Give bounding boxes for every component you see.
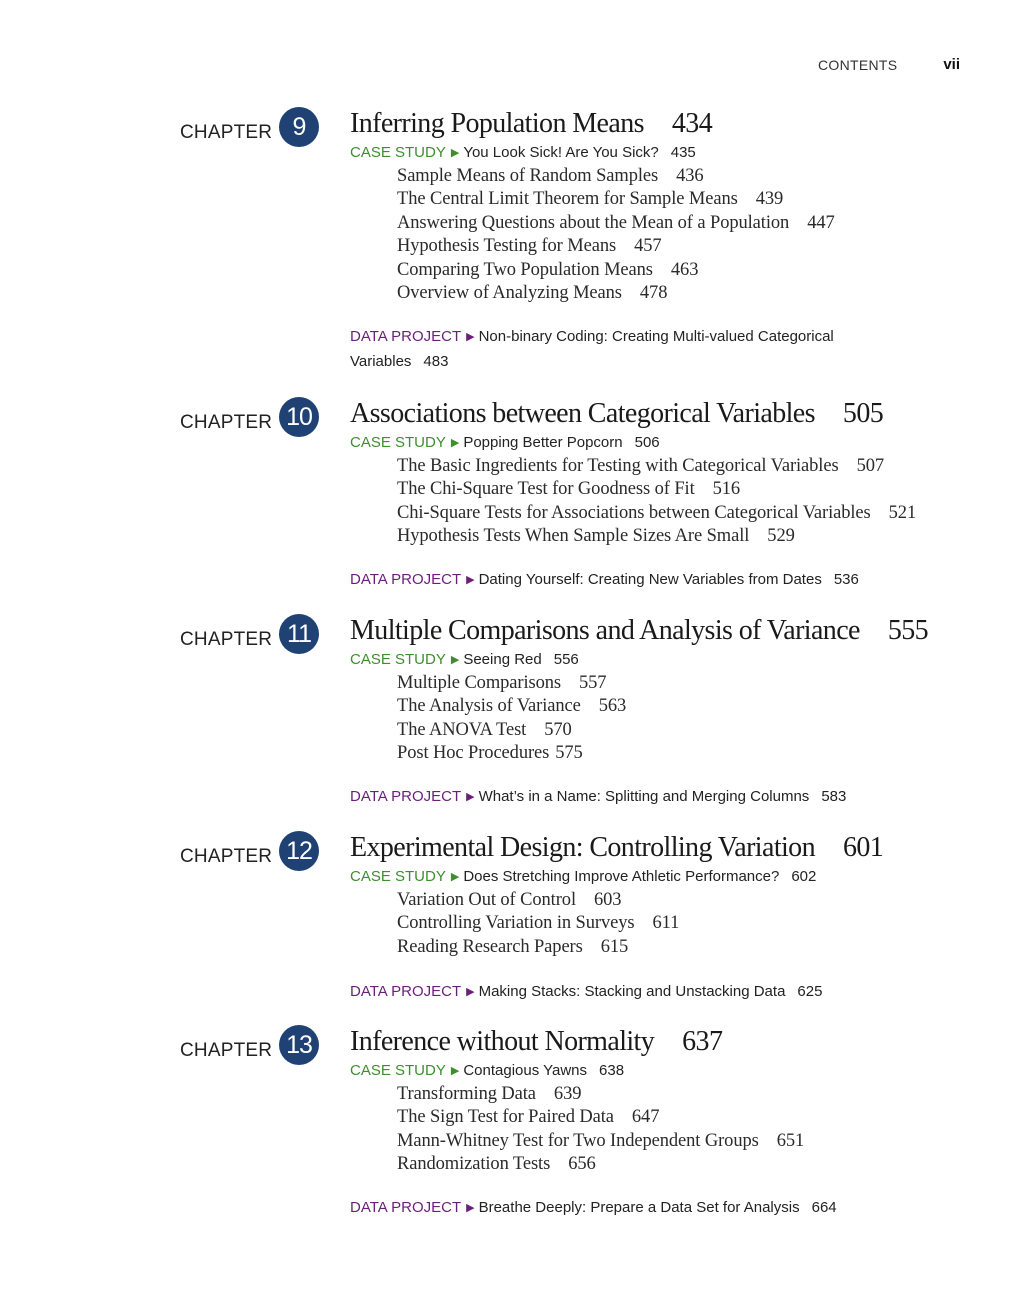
case-study-title: Does Stretching Improve Athletic Performance? xyxy=(463,868,780,885)
data-project-title: Dating Yourself: Creating New Variables from Dates xyxy=(478,571,822,588)
section-title: The Central Limit Theorem for Sample Means xyxy=(397,189,738,210)
section-title: Randomization Tests xyxy=(397,1154,551,1175)
right-triangle-arrow-icon: ▶ xyxy=(466,791,475,803)
section-title: Multiple Comparisons xyxy=(397,673,561,693)
data-project-label: DATA PROJECT xyxy=(350,788,462,805)
right-triangle-arrow-icon: ▶ xyxy=(466,1202,475,1214)
right-triangle-arrow-icon: ▶ xyxy=(450,1065,460,1077)
section-page: 570 xyxy=(544,719,572,740)
chapter-label: CHAPTER xyxy=(180,1040,273,1061)
chapter-title[interactable] xyxy=(350,832,883,864)
section-page: 457 xyxy=(634,236,662,257)
chapter-title-text: Multiple Comparisons and Analysis of Variance xyxy=(350,615,860,646)
right-triangle-arrow-icon: ▶ xyxy=(466,574,475,586)
section-title: Comparing Two Population Means xyxy=(397,259,653,280)
case-study-page: 435 xyxy=(670,144,696,161)
case-study[interactable] xyxy=(350,651,579,668)
section-title: Answering Questions about the Mean of a Population xyxy=(397,212,790,233)
chapter-number-badge: 9 xyxy=(279,107,319,147)
section-page: 557 xyxy=(579,673,607,693)
section-page: 529 xyxy=(767,526,795,547)
section-page: 507 xyxy=(856,456,885,476)
right-triangle-arrow-icon: ▶ xyxy=(450,437,460,449)
right-triangle-arrow-icon: ▶ xyxy=(450,871,460,883)
section-page: 563 xyxy=(598,696,627,717)
section-title: The Basic Ingredients for Testing with Categorical Variables xyxy=(397,456,839,476)
section-title: Mann-Whitney Test for Two Independent Groups xyxy=(397,1130,759,1151)
section-page: 463 xyxy=(670,259,699,280)
chapter-title[interactable] xyxy=(350,398,883,430)
chapter-title-text: Inferring Population Means xyxy=(350,108,644,139)
section-page: 651 xyxy=(776,1130,805,1151)
data-project[interactable] xyxy=(350,568,950,593)
section-page: 615 xyxy=(600,936,629,957)
case-study[interactable] xyxy=(350,144,696,161)
chapter-title-text: Associations between Categorical Variables xyxy=(350,398,815,429)
running-head-label: CONTENTS xyxy=(818,57,898,73)
data-project[interactable] xyxy=(350,785,950,810)
chapter-label: CHAPTER xyxy=(180,629,273,650)
right-triangle-arrow-icon: ▶ xyxy=(450,147,460,159)
running-head-page-number: vii xyxy=(943,56,960,73)
case-study-label: CASE STUDY xyxy=(350,434,446,451)
data-project-title: Breathe Deeply: Prepare a Data Set for Analysis xyxy=(478,1199,800,1216)
case-study-label: CASE STUDY xyxy=(350,651,446,668)
chapter-title-text: Inference without Normality xyxy=(350,1026,655,1057)
section-page: 656 xyxy=(568,1154,596,1175)
case-study-title: You Look Sick! Are You Sick? xyxy=(463,144,659,161)
case-study-label: CASE STUDY xyxy=(350,144,446,161)
section-title: Hypothesis Testing for Means xyxy=(397,236,617,257)
running-head xyxy=(818,56,960,76)
section-page: 575 xyxy=(555,743,583,764)
section-page: 447 xyxy=(807,212,835,233)
case-study-page: 638 xyxy=(599,1062,625,1079)
data-project-page: 625 xyxy=(797,983,823,1000)
section-title: The ANOVA Test xyxy=(397,719,527,740)
case-study-title: Popping Better Popcorn xyxy=(463,434,623,451)
data-project[interactable] xyxy=(350,980,950,1005)
chapter-page-number: 601 xyxy=(842,832,884,863)
data-project-title: Making Stacks: Stacking and Unstacking Data xyxy=(478,983,786,1000)
section-title: Hypothesis Tests When Sample Sizes Are Small xyxy=(397,526,750,547)
section-page: 611 xyxy=(652,913,680,934)
right-triangle-arrow-icon: ▶ xyxy=(450,654,460,666)
chapter-page-number: 555 xyxy=(887,615,929,646)
section-title: Transforming Data xyxy=(397,1084,536,1104)
case-study-page: 602 xyxy=(791,868,817,885)
section-page: 436 xyxy=(676,166,704,186)
right-triangle-arrow-icon: ▶ xyxy=(466,986,475,998)
section-page: 521 xyxy=(888,502,917,523)
data-project-label: DATA PROJECT xyxy=(350,983,462,1000)
data-project-page: 583 xyxy=(821,788,847,805)
chapter-number-badge: 12 xyxy=(279,831,319,871)
data-project-label: DATA PROJECT xyxy=(350,328,462,345)
case-study[interactable] xyxy=(350,868,816,885)
section-title: Reading Research Papers xyxy=(397,936,583,957)
case-study-title: Seeing Red xyxy=(463,651,542,668)
section-title: The Sign Test for Paired Data xyxy=(397,1107,614,1128)
data-project-page: 536 xyxy=(833,571,859,588)
case-study[interactable] xyxy=(350,434,660,451)
chapter-title[interactable] xyxy=(350,108,712,140)
chapter-label: CHAPTER xyxy=(180,846,273,867)
data-project-title: What’s in a Name: Splitting and Merging Columns xyxy=(478,788,810,805)
chapter-page-number: 434 xyxy=(671,108,713,139)
section-title: Chi-Square Tests for Associations between Categorical Variables xyxy=(397,502,871,523)
right-triangle-arrow-icon: ▶ xyxy=(466,331,475,343)
data-project-page: 664 xyxy=(811,1199,837,1216)
data-project-label: DATA PROJECT xyxy=(350,571,462,588)
section-title: Controlling Variation in Surveys xyxy=(397,913,635,934)
section-title: Post Hoc Procedures xyxy=(397,743,550,764)
chapter-title-text: Experimental Design: Controlling Variation xyxy=(350,832,815,863)
chapter-title[interactable] xyxy=(350,615,928,647)
case-study[interactable] xyxy=(350,1062,624,1079)
data-project-title: Non-binary Coding: Creating Multi-valued Categorical Variables xyxy=(350,328,834,370)
case-study-page: 556 xyxy=(553,651,579,668)
chapter-number-badge: 11 xyxy=(279,614,319,654)
section-page: 603 xyxy=(593,890,622,910)
chapter-label: CHAPTER xyxy=(180,412,273,433)
section-page: 639 xyxy=(553,1084,582,1104)
chapter-page-number: 505 xyxy=(842,398,884,429)
case-study-label: CASE STUDY xyxy=(350,1062,446,1079)
chapter-label: CHAPTER xyxy=(180,122,273,143)
section-page: 516 xyxy=(712,479,741,500)
section-title: Variation Out of Control xyxy=(397,890,576,910)
section-title: Overview of Analyzing Means xyxy=(397,282,622,303)
section-title: The Analysis of Variance xyxy=(397,696,581,717)
data-project-page: 483 xyxy=(423,353,449,370)
section-page: 647 xyxy=(631,1107,660,1128)
chapter-number-badge: 13 xyxy=(279,1025,319,1065)
chapter-title[interactable] xyxy=(350,1026,722,1058)
data-project-label: DATA PROJECT xyxy=(350,1199,462,1216)
section-page: 478 xyxy=(639,282,668,303)
chapter-page-number: 637 xyxy=(682,1026,723,1057)
section-title: The Chi-Square Test for Goodness of Fit xyxy=(397,479,695,500)
case-study-title: Contagious Yawns xyxy=(463,1062,588,1079)
case-study-label: CASE STUDY xyxy=(350,868,446,885)
case-study-page: 506 xyxy=(634,434,660,451)
data-project[interactable] xyxy=(350,325,895,374)
data-project[interactable] xyxy=(350,1196,950,1221)
section-title: Sample Means of Random Samples xyxy=(397,166,659,186)
chapter-number-badge: 10 xyxy=(279,397,319,437)
section-page: 439 xyxy=(755,189,784,210)
